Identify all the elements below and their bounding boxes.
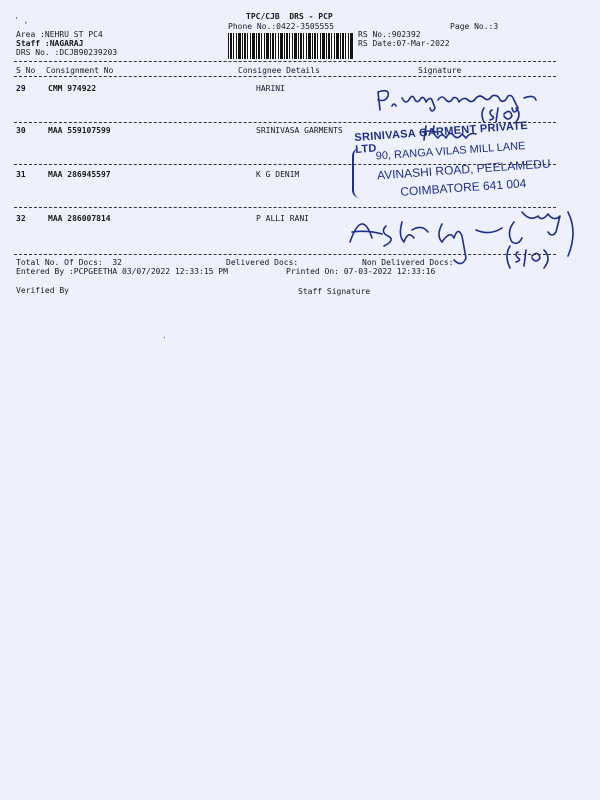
scan-mark: .: [162, 331, 167, 340]
phone-number: Phone No.:0422-3505555: [228, 22, 334, 31]
entered-by: Entered By :PCPGEETHA 03/07/2022 12:33:15 PM: [16, 267, 228, 276]
stamp-line4: COIMBATORE 641 004: [399, 176, 527, 199]
row-consignment: CMM 974922: [48, 84, 97, 93]
row-consignee: SRINIVASA GARMENTS: [256, 126, 343, 135]
row-consignment: MAA 286945597: [48, 170, 111, 179]
row-consignee: HARINI: [256, 84, 285, 93]
barcode: [228, 33, 354, 59]
stamp-line3: AVINASHI ROAD, PEELAMEDU: [376, 156, 551, 183]
divider: [14, 254, 556, 255]
row-consignment: MAA 559107599: [48, 126, 111, 135]
column-signature: Signature: [418, 66, 462, 75]
divider: [14, 61, 556, 62]
stamp-line1: SRINIVASA GARMENT PRIVATE LTD: [354, 119, 529, 156]
row-sno: 31: [16, 170, 26, 179]
total-docs: Total No. Of Docs: 32: [16, 258, 122, 267]
staff-field: Staff :NAGARAJ: [16, 39, 84, 48]
divider: [14, 164, 556, 165]
company-stamp: [354, 118, 555, 211]
row-consignee: P ALLI RANI: [256, 214, 309, 223]
rs-date: RS Date:07-Mar-2022: [358, 39, 450, 48]
row-sno: 30: [16, 126, 26, 135]
column-sno: S No: [16, 66, 36, 75]
non-delivered-docs: Non Delivered Docs:: [362, 258, 454, 267]
row-sno: 29: [16, 84, 26, 93]
delivered-docs: Delivered Docs:: [226, 258, 299, 267]
page-number: Page No.:3: [450, 22, 499, 31]
rs-number: RS No.:902392: [358, 30, 421, 39]
staff-signature: Staff Signature: [298, 287, 371, 296]
drs-number: DRS No. :DCJB90239203: [16, 48, 118, 57]
row-consignment: MAA 286007814: [48, 214, 111, 223]
row-sno: 32: [16, 214, 26, 223]
scan-mark: ' ,: [14, 16, 29, 25]
document-title: TPC/CJB DRS - PCP: [246, 12, 333, 21]
column-consignee: Consignee Details: [238, 66, 320, 75]
area-field: Area :NEHRU ST PC4: [16, 30, 103, 39]
stamp-line2: 90, RANGA VILAS MILL LANE: [375, 140, 526, 163]
row-consignee: K G DENIM: [256, 170, 300, 179]
divider: [14, 76, 556, 77]
verified-by: Verified By: [16, 286, 69, 295]
column-consignment: Consignment No: [46, 66, 114, 75]
printed-on: Printed On: 07-03-2022 12:33:16: [286, 267, 436, 276]
